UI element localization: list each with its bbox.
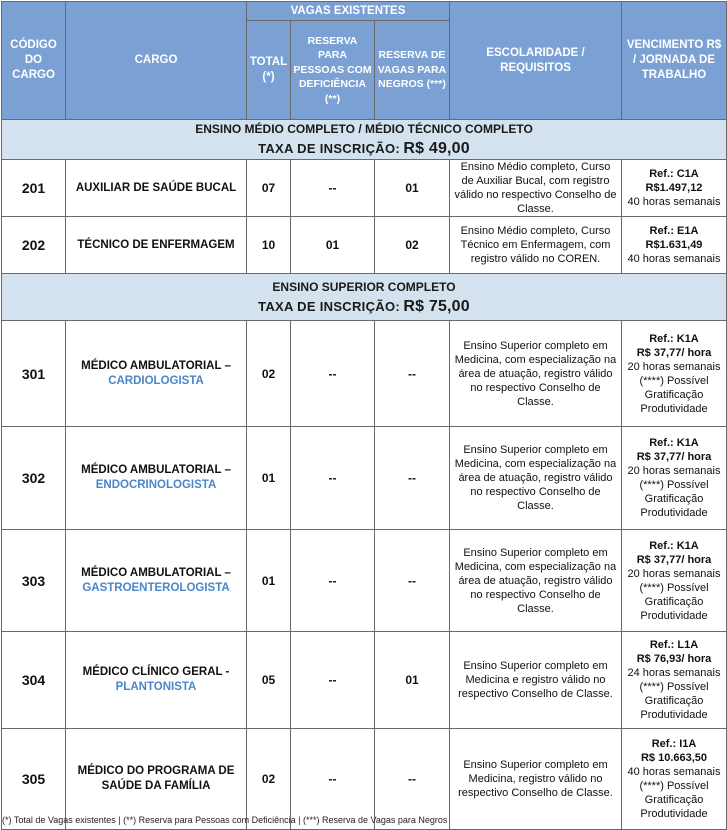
vencimento-valor: R$ 37,77/ hora	[636, 346, 712, 359]
table-row	[2, 160, 727, 217]
cargo-code: 305	[2, 729, 66, 830]
header-reserva-pcd: RESERVA PARA PESSOAS COM DEFICIÊNCIA (**)	[291, 21, 375, 120]
vagas-total: 02	[247, 321, 291, 427]
cargo-specialty: ENDOCRINOLOGISTA	[95, 479, 217, 491]
cargo-name: MÉDICO AMBULATORIAL –	[81, 359, 231, 372]
cargo-name: MÉDICO CLÍNICO GERAL -	[82, 666, 230, 678]
header-escolaridade: ESCOLARIDADE / REQUISITOS	[450, 2, 622, 120]
vagas-negros: 02	[375, 217, 450, 274]
vagas-total: 07	[247, 160, 291, 217]
jornada: 40 horas semanais	[627, 766, 721, 778]
vagas-negros: --	[375, 729, 450, 830]
vagas-pcd: --	[291, 632, 375, 729]
vencimento-valor: R$ 37,77/ hora	[636, 451, 712, 463]
vencimento-cell	[622, 632, 727, 729]
cargo-name-cell	[66, 321, 247, 427]
jornada: 40 horas semanais	[627, 196, 721, 208]
cargo-name: MÉDICO DO PROGRAMA DE SAÚDE DA FAMÍLIA	[77, 765, 235, 792]
vencimento-ref: Ref.: E1A	[649, 225, 699, 237]
vagas-total: 10	[247, 217, 291, 274]
section-title: ENSINO MÉDIO COMPLETO / MÉDIO TÉCNICO COMPLETO	[195, 122, 533, 136]
vencimento-ref: Ref.: I1A	[651, 738, 697, 750]
header-vagas: VAGAS EXISTENTES	[247, 2, 450, 21]
fee-value: R$ 75,00	[403, 297, 470, 315]
vagas-negros: --	[375, 530, 450, 632]
jornada: 20 horas semanais	[627, 465, 721, 477]
vagas-total: 05	[247, 632, 291, 729]
vagas-pcd: --	[291, 729, 375, 830]
requisitos: Ensino Médio completo, Curso de Auxiliar Bucal, com registro válido no respectivo Conselho de Classe.	[450, 160, 622, 217]
vencimento-valor: R$1.631,49	[645, 239, 703, 251]
cargo-name: AUXILIAR DE SAÚDE BUCAL	[75, 181, 237, 194]
requisitos: Ensino Superior completo em Medicina, registro válido no respectivo Conselho de Classe.	[450, 729, 622, 830]
vagas-pcd: --	[291, 160, 375, 217]
table-row	[2, 632, 727, 729]
vagas-table	[1, 1, 727, 830]
cargo-code: 202	[2, 217, 66, 274]
vencimento-ref: Ref.: K1A	[649, 332, 699, 345]
vencimento-valor: R$1.497,12	[645, 182, 703, 194]
vencimento-ref: Ref.: K1A	[649, 539, 699, 552]
vencimento-valor: R$ 37,77/ hora	[636, 553, 712, 566]
footnote: (*) Total de Vagas existentes | (**) Reserva para Pessoas com Deficiência | (***) Reserva de Vagas para Negros	[2, 815, 448, 825]
table-body	[2, 120, 727, 830]
vencimento-cell	[622, 530, 727, 632]
vagas-negros: 01	[375, 160, 450, 217]
cargo-name-cell	[66, 160, 247, 217]
fee-label: TAXA DE INSCRIÇÃO:	[258, 141, 400, 156]
cargo-name-cell	[66, 217, 247, 274]
cargo-name: MÉDICO AMBULATORIAL –	[81, 464, 231, 476]
vagas-negros: 01	[375, 632, 450, 729]
table-row	[2, 530, 727, 632]
jornada: 40 horas semanais	[627, 253, 721, 265]
vencimento-ref: Ref.: K1A	[649, 437, 699, 449]
vencimento-ref: Ref.: L1A	[649, 639, 699, 651]
fee-label: TAXA DE INSCRIÇÃO:	[258, 298, 400, 314]
vencimento-cell	[622, 427, 727, 530]
section-header	[2, 120, 727, 160]
cargo-code: 304	[2, 632, 66, 729]
cargo-code: 302	[2, 427, 66, 530]
cargo-code: 303	[2, 530, 66, 632]
gratificacao: (****) Possível Gratificação Produtividade	[639, 681, 709, 721]
cargo-specialty: GASTROENTEROLOGISTA	[82, 581, 230, 594]
cargo-name: MÉDICO AMBULATORIAL –	[81, 566, 231, 579]
table-row	[2, 321, 727, 427]
table-row	[2, 217, 727, 274]
vagas-negros: --	[375, 321, 450, 427]
vencimento-ref: Ref.: C1A	[649, 168, 699, 180]
vencimento-cell	[622, 321, 727, 427]
section-header	[2, 274, 727, 321]
cargo-name: TÉCNICO DE ENFERMAGEM	[77, 238, 235, 251]
cargo-code: 301	[2, 321, 66, 427]
vencimento-cell	[622, 160, 727, 217]
gratificacao: (****) Possível Gratificação Produtividade	[639, 479, 709, 519]
requisitos: Ensino Superior completo em Medicina, com especialização na área de atuação, registro válido no respectivo Conselho de Classe.	[450, 321, 622, 427]
gratificacao: (****) Possível Gratificação Produtividade	[639, 780, 709, 820]
cargo-specialty: CARDIOLOGISTA	[108, 374, 204, 387]
jornada: 24 horas semanais	[627, 667, 721, 679]
header-vencimento: VENCIMENTO R$ / JORNADA DE TRABALHO	[622, 2, 727, 120]
vagas-pcd: 01	[291, 217, 375, 274]
section-cell	[2, 274, 727, 321]
cargo-name-cell	[66, 530, 247, 632]
vagas-total: 01	[247, 530, 291, 632]
cargo-code: 201	[2, 160, 66, 217]
header-cargo: CARGO	[66, 2, 247, 120]
requisitos: Ensino Superior completo em Medicina, com especialização na área de atuação, registro válido no respectivo Conselho de Classe.	[450, 427, 622, 530]
requisitos: Ensino Médio completo, Curso Técnico em Enfermagem, com registro válido no COREN.	[450, 217, 622, 274]
cargo-name-cell	[66, 427, 247, 530]
jornada: 20 horas semanais	[627, 360, 721, 373]
vagas-total: 01	[247, 427, 291, 530]
section-fee	[4, 297, 724, 317]
header-total: TOTAL (*)	[247, 21, 291, 120]
section-title: ENSINO SUPERIOR COMPLETO	[272, 279, 456, 294]
vagas-total: 02	[247, 729, 291, 830]
cargo-name-cell	[66, 632, 247, 729]
section-cell	[2, 120, 727, 160]
vencimento-valor: R$ 76,93/ hora	[636, 653, 712, 665]
gratificacao: (****) Possível Gratificação Produtividade	[639, 581, 709, 622]
section-fee	[4, 139, 724, 159]
header-reserva-negros: RESERVA DE VAGAS PARA NEGROS (***)	[375, 21, 450, 120]
vagas-pcd: --	[291, 530, 375, 632]
fee-value: R$ 49,00	[403, 140, 470, 157]
jornada: 20 horas semanais	[627, 567, 721, 580]
vencimento-cell	[622, 729, 727, 830]
vencimento-cell	[622, 217, 727, 274]
vagas-pcd: --	[291, 427, 375, 530]
header-codigo: CÓDIGO DO CARGO	[2, 2, 66, 120]
vagas-pcd: --	[291, 321, 375, 427]
requisitos: Ensino Superior completo em Medicina, com especialização na área de atuação, registro válido no respectivo Conselho de Classe.	[450, 530, 622, 632]
gratificacao: (****) Possível Gratificação Produtividade	[639, 374, 709, 415]
cargo-specialty: PLANTONISTA	[115, 681, 197, 693]
vencimento-valor: R$ 10.663,50	[640, 752, 708, 764]
vagas-negros: --	[375, 427, 450, 530]
requisitos: Ensino Superior completo em Medicina e registro válido no respectivo Conselho de Classe.	[450, 632, 622, 729]
table-row	[2, 427, 727, 530]
